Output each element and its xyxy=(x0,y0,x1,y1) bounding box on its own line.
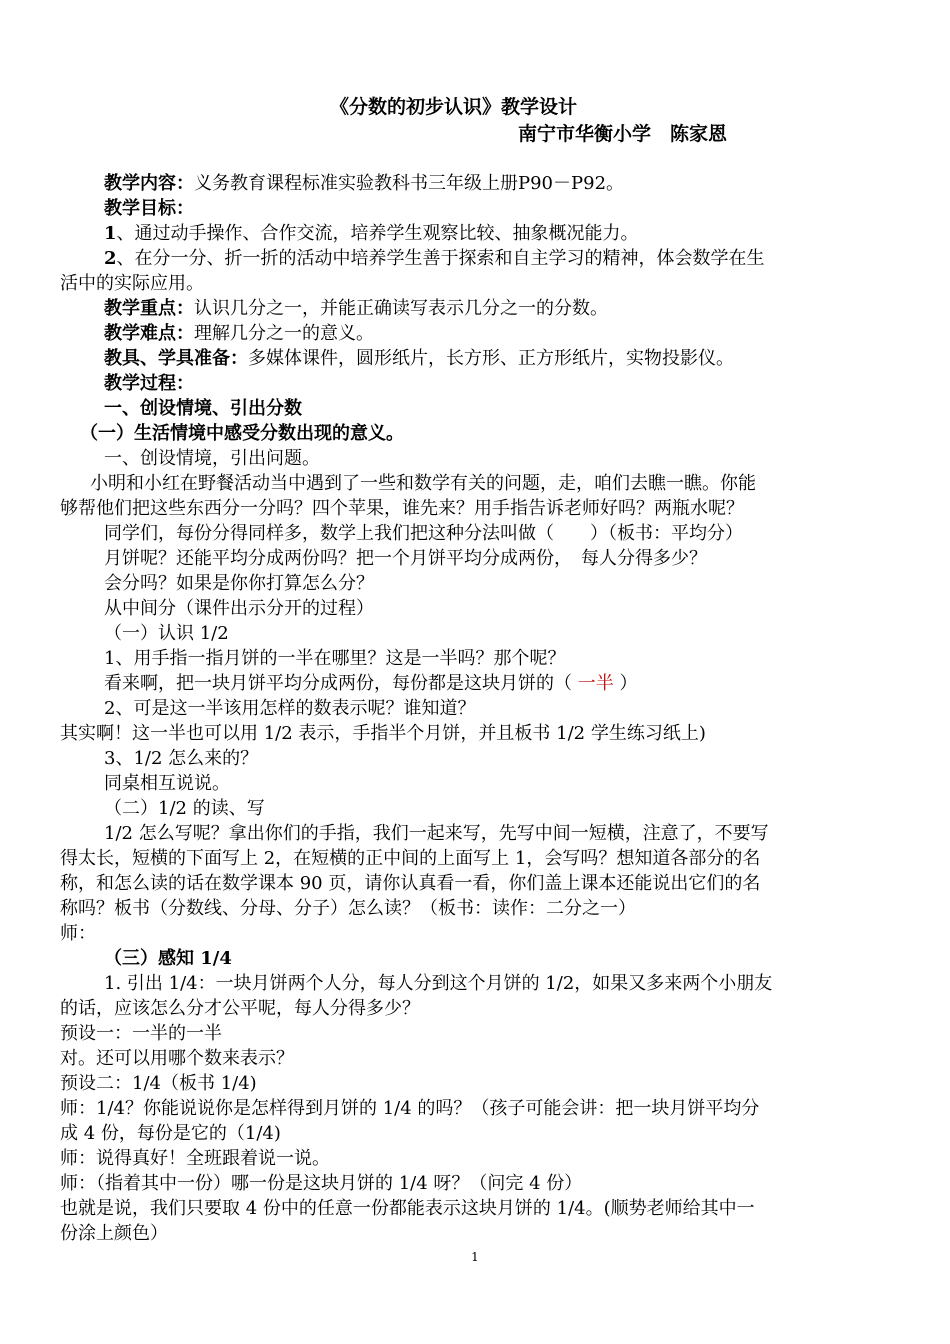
section-heading-1: 一、创设情境、引出分数 xyxy=(104,398,302,419)
difficulty-label: 教学难点： xyxy=(104,323,194,344)
text-segment: 看来啊，把一块月饼平均分成两份，每份都是这块月饼的（ xyxy=(104,673,572,694)
difficulty xyxy=(104,322,944,346)
text-line: 3、1/2 怎么来的？ xyxy=(104,748,259,769)
teaching-content-label: 教学内容： xyxy=(104,173,194,194)
goal-2 xyxy=(104,247,944,271)
teaching-content-text: 义务教育课程标准实验教科书三年级上册P90－P92。 xyxy=(194,173,625,194)
text-line: 的话，应该怎么分才公平呢，每人分得多少？ xyxy=(60,998,420,1019)
tools-text: 多媒体课件，圆形纸片，长方形、正方形纸片，实物投影仪。 xyxy=(248,348,734,369)
teaching-content xyxy=(104,172,944,196)
key-point xyxy=(104,297,944,321)
text-line: 从中间分（课件出示分开的过程） xyxy=(104,598,374,619)
text-line: 师：（指着其中一份）哪一份是这块月饼的 1/4 呀？（问完 4 份） xyxy=(60,1173,583,1194)
process-label: 教学过程： xyxy=(104,373,194,394)
text-line: 会分吗？如果是你你打算怎么分？ xyxy=(104,573,374,594)
text-line: 称，和怎么读的话在数学课本 90 页，请你认真看一看，你们盖上课本还能说出它们的名 xyxy=(60,873,761,894)
text-line: 预设一：一半的一半 xyxy=(60,1023,222,1044)
text-line: 1、用手指一指月饼的一半在哪里？这是一半吗？那个呢？ xyxy=(104,648,566,669)
difficulty-text: 理解几分之一的意义。 xyxy=(194,323,374,344)
text-line: 月饼呢？还能平均分成两份吗？把一个月饼平均分成两份， 每人分得多少？ xyxy=(104,548,707,569)
key-point-text: 认识几分之一，并能正确读写表示几分之一的分数。 xyxy=(194,298,608,319)
doc-title: 《分数的初步认识》教学设计 xyxy=(330,96,578,118)
key-point-label: 教学重点： xyxy=(104,298,194,319)
goal-2-text: 、在分一分、折一折的活动中培养学生善于探索和自主学习的精神，体会数学在生 xyxy=(116,248,765,269)
text-line: 师：说得真好！全班跟着说一说。 xyxy=(60,1148,330,1169)
text-line: 一、创设情境，引出问题。 xyxy=(104,448,320,469)
text-line: 其实啊！这一半也可以用 1/2 表示，手指半个月饼，并且板书 1/2 学生练习纸上) xyxy=(60,723,706,744)
text-line: 对。还可以用哪个数来表示？ xyxy=(60,1048,294,1069)
text-line: 师：1/4？你能说说你是怎样得到月饼的 1/4 的吗？（孩子可能会讲：把一块月饼平均分 xyxy=(60,1098,760,1119)
text-line: 师： xyxy=(60,923,96,944)
text-line: （一）认识 1/2 xyxy=(104,623,229,644)
subsection-heading-1: （一）生活情境中感受分数出现的意义。 xyxy=(80,423,404,444)
text-line: 小明和小红在野餐活动当中遇到了一些和数学有关的问题，走，咱们去瞧一瞧。你能 xyxy=(90,473,756,494)
text-line: 1/2 怎么写呢？拿出你们的手指，我们一起来写，先写中间一短横，注意了，不要写 xyxy=(104,823,769,844)
text-line: 2、可是这一半该用怎样的数表示呢？谁知道？ xyxy=(104,698,476,719)
text-line: 够帮他们把这些东西分一分吗？四个苹果，谁先来？用手指告诉老师好吗？两瓶水呢？ xyxy=(60,498,744,519)
text-line: 得太长，短横的下面写上 2，在短横的正中间的上面写上 1，会写吗？想知道各部分的名 xyxy=(60,848,761,869)
tools xyxy=(104,347,944,371)
tools-label: 教具、学具准备： xyxy=(104,348,248,369)
goal-1-text: 、通过动手操作、合作交流，培养学生观察比较、抽象概况能力。 xyxy=(116,223,639,244)
goal-1 xyxy=(104,222,944,246)
doc-author: 南宁市华衡小学 陈家恩 xyxy=(518,123,728,145)
goal-1-number: 1 xyxy=(104,223,117,244)
text-line: 预设二：1/4（板书 1/4) xyxy=(60,1073,257,1094)
page-number: 1 xyxy=(471,1250,479,1264)
subsection-heading-3: （三）感知 1/4 xyxy=(104,948,232,969)
text-line: 称吗？板书（分数线、分母、分子）怎么读？（板书：读作：二分之一） xyxy=(60,898,636,919)
text-segment: ） xyxy=(619,673,638,694)
text-line: 成 4 份，每份是它的（1/4) xyxy=(60,1123,281,1144)
text-line: 份涂上颜色） xyxy=(60,1223,168,1244)
text-line: （二）1/2 的读、写 xyxy=(104,798,265,819)
goals-label: 教学目标： xyxy=(104,198,194,219)
goal-2-cont: 活中的实际应用。 xyxy=(60,273,204,294)
text-line: 也就是说，我们只要取 4 份中的任意一份都能表示这块月饼的 1/4。(顺势老师给其中一 xyxy=(60,1198,755,1219)
text-line xyxy=(104,672,944,696)
highlight-answer: 一半 xyxy=(572,673,620,694)
text-line: 同学们，每份分得同样多，数学上我们把这种分法叫做（ ）（板书：平均分） xyxy=(104,523,743,544)
text-line: 1. 引出 1/4：一块月饼两个人分，每人分到这个月饼的 1/2，如果又多来两个小朋友 xyxy=(104,973,773,994)
text-line: 同桌相互说说。 xyxy=(104,773,230,794)
goal-2-number: 2 xyxy=(104,248,117,269)
